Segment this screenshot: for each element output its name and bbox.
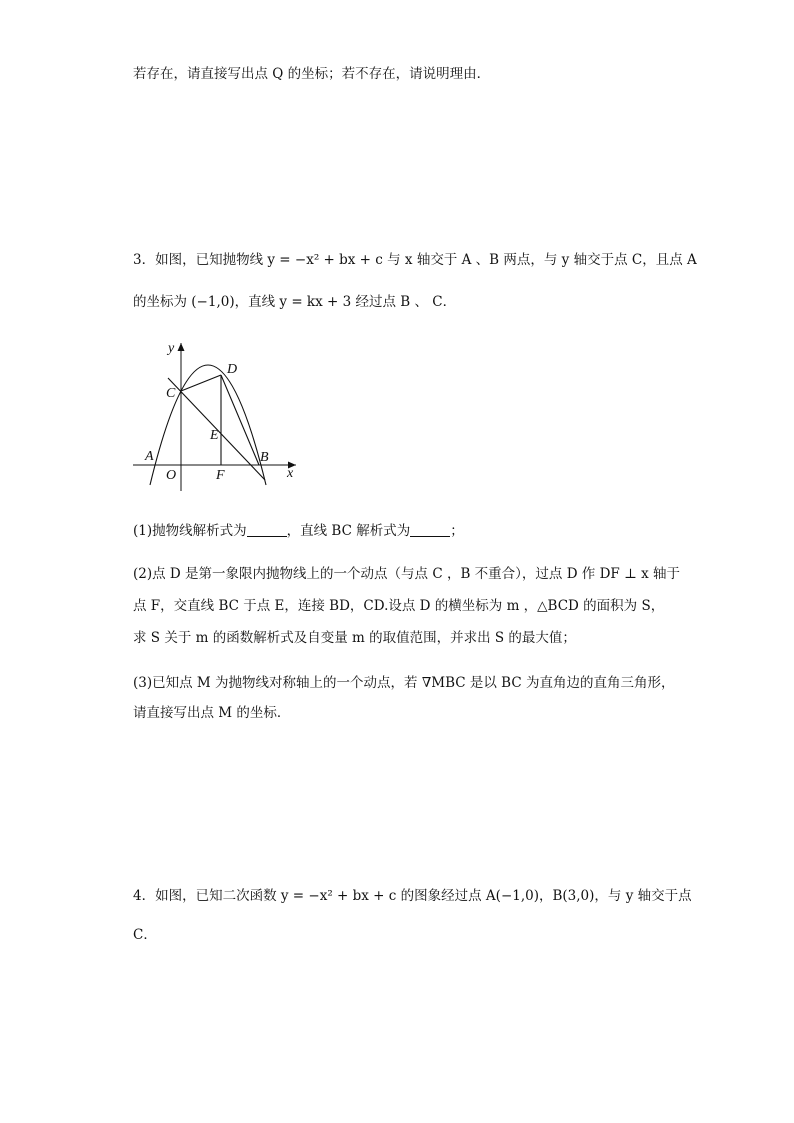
label-x: x xyxy=(287,466,294,481)
label-a: A xyxy=(145,449,154,464)
answer-blank-line-bc[interactable] xyxy=(410,523,450,537)
question-4-line-1: 4．如图，已知二次函数 y = −x² + bx + c 的图象经过点 A(−1,0)，B(3,0)，与 y 轴交于点 xyxy=(133,888,692,904)
part-3-line-1: (3)已知点 M 为抛物线对称轴上的一个动点，若 ∇MBC 是以 BC 为直角边的直角三角形， xyxy=(133,675,675,691)
label-d: D xyxy=(227,362,238,377)
segment-db xyxy=(221,375,259,465)
question-3-line-1: 3．如图，已知抛物线 y = −x² + bx + c 与 x 轴交于 A 、B 两点，与 y 轴交于点 C，且点 A xyxy=(133,252,697,268)
text-line-question-end: 若存在，请直接写出点 Q 的坐标；若不存在，请说明理由． xyxy=(133,66,491,82)
part-1-text-b: ，直线 BC 解析式为 xyxy=(286,523,411,539)
part-1-text-c: ； xyxy=(450,523,464,539)
parabola-figure xyxy=(128,335,303,495)
question-4-line-2: C． xyxy=(133,927,157,943)
part-2-line-3: 求 S 关于 m 的函数解析式及自变量 m 的取值范围，并求出 S 的最大值； xyxy=(133,630,576,646)
label-f: F xyxy=(216,468,225,483)
part-2-line-1: (2)点 D 是第一象限内抛物线上的一个动点（与点 C ，B 不重合），过点 D 作 DF ⊥ x 轴于 xyxy=(133,566,680,582)
label-y: y xyxy=(168,341,175,356)
part-3-line-2: 请直接写出点 M 的坐标． xyxy=(133,705,291,721)
segment-cd xyxy=(181,375,221,391)
parabola-curve xyxy=(150,365,266,485)
label-c: C xyxy=(166,386,176,401)
answer-blank-parabola[interactable] xyxy=(247,523,287,537)
part-1-text-a: (1)抛物线解析式为 xyxy=(133,523,247,539)
part-1-line xyxy=(133,521,464,541)
part-2-line-2: 点 F，交直线 BC 于点 E，连接 BD，CD.设点 D 的横坐标为 m ，△BCD 的面积为 S， xyxy=(133,598,665,614)
label-o: O xyxy=(166,468,177,483)
label-e: E xyxy=(210,428,219,443)
question-3-line-2: 的坐标为 (−1,0)，直线 y = kx + 3 经过点 B 、 C． xyxy=(133,294,457,310)
label-b: B xyxy=(260,450,269,465)
y-axis-arrow xyxy=(178,343,185,351)
